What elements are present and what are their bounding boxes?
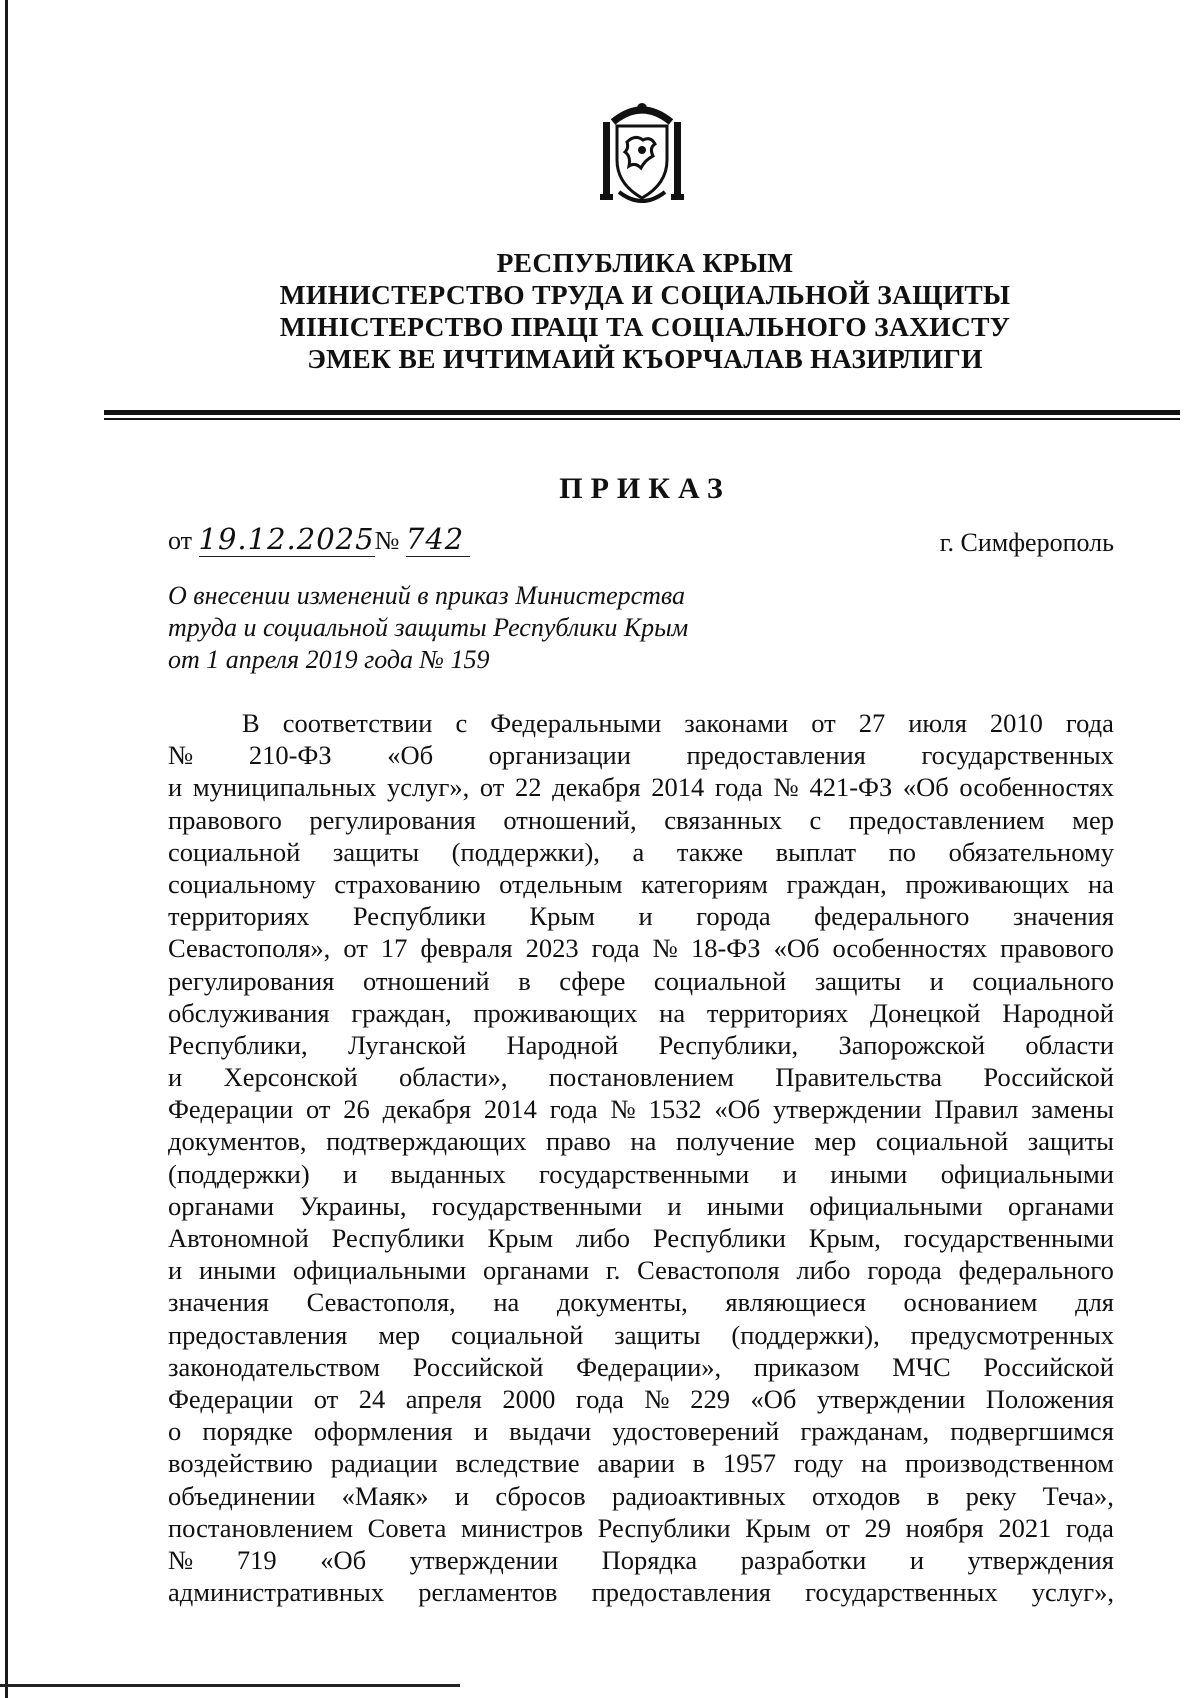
number-label: № [374,526,400,555]
header-divider-thin [104,418,1180,420]
body-line: органами Украины, государственными и иными официальными органами [168,1190,1114,1221]
scan-edge-bottom [0,1684,460,1687]
order-title: ПРИКАЗ [559,472,731,505]
body-line: значения Севастополя, на документы, являющиеся основанием для [168,1287,1114,1318]
body-line: предоставления мер социальной защиты (поддержки), предусмотренных [168,1319,1114,1350]
body-line: территориях Республики Крым и города федерального значения [168,901,1114,932]
header-republic: РЕСПУБЛИКА КРЫМ [496,247,794,278]
body-line: и муниципальных услуг», от 22 декабря 2014 года № 421-ФЗ «Об особенностях [168,772,1114,803]
body-line: и Херсонской области», постановлением Правительства Российской [168,1062,1114,1093]
order-body-text [168,707,1114,1608]
body-line: № 719 «Об утверждении Порядка разработки и утверждения [168,1544,1114,1575]
body-line: правового регулирования отношений, связанных с предоставлением мер [168,804,1114,835]
header-ministry-uk: МІНІСТЕРСТВО ПРАЦІ ТА СОЦІАЛЬНОГО ЗАХИСТУ [279,311,1011,342]
body-line: объединении «Маяк» и сбросов радиоактивных отходов в реку Теча», [168,1480,1114,1511]
order-number: 742 [406,522,470,557]
subject-line: О внесении изменений в приказ Министерства [168,581,686,610]
body-line: постановлением Совета министров Республики Крым от 29 ноября 2021 года [168,1512,1114,1543]
body-line: регулирования отношений в сфере социальной защиты и социального [168,965,1114,996]
body-line: Автономной Республики Крым либо Республики Крым, государственными [168,1223,1114,1253]
body-line: документов, подтверждающих право на получение мер социальной защиты [168,1126,1114,1157]
body-line: В соответствии с Федеральными законами от 27 июля 2010 года [242,708,1114,738]
body-line: административных регламентов предоставления государственных услуг», [168,1577,1114,1608]
order-city: г. Симферополь [939,528,1114,557]
body-line: № 210-ФЗ «Об организации предоставления государственных [168,740,1114,771]
body-line: (поддержки) и выданных государственными и иными официальными [168,1158,1114,1189]
body-line: законодательством Российской Федерации», приказом МЧС Российской [168,1351,1114,1382]
body-line: Федерации от 24 апреля 2000 года № 229 «Об утверждении Положения [168,1383,1114,1414]
subject-line: труда и социальной защиты Республики Крым [168,613,689,642]
body-line: воздействию радиации вследствие аварии в 1957 году на производственном [168,1448,1114,1479]
body-line: социальному страхованию отдельным категориям граждан, проживающих на [168,868,1114,899]
crimea-coat-of-arms-icon [599,100,685,210]
subject-line: от 1 апреля 2019 года № 159 [168,645,490,674]
body-line: социальной защиты (поддержки), а также выплат по обязательному [168,836,1114,867]
order-date: 19.12.2025 [198,522,375,556]
body-line: обслуживания граждан, проживающих на территориях Донецкой Народной [168,997,1114,1028]
body-line: Республики, Луганской Народной Республики, Запорожской области [168,1029,1114,1060]
order-subject [168,580,768,676]
order-date-number-line [168,522,470,557]
header-divider-thick [104,410,1180,415]
body-line: о порядке оформления и выдачи удостоверений гражданам, подвергшимся [168,1416,1114,1447]
body-line: и иными официальными органами г. Севастополя либо города федерального [168,1255,1114,1286]
body-line: Севастополя», от 17 февраля 2023 года № 18-ФЗ «Об особенностях правового [168,933,1114,964]
header-ministry-crh: ЭМЕК ВЕ ИЧТИМАИЙ КЪОРЧАЛАВ НАЗИРЛИГИ [307,343,983,374]
body-line: Федерации от 26 декабря 2014 года № 1532 «Об утверждении Правил замены [168,1094,1114,1125]
from-label: от [168,526,193,555]
header-ministry-ru: МИНИСТЕРСТВО ТРУДА И СОЦИАЛЬНОЙ ЗАЩИТЫ [279,279,1011,310]
